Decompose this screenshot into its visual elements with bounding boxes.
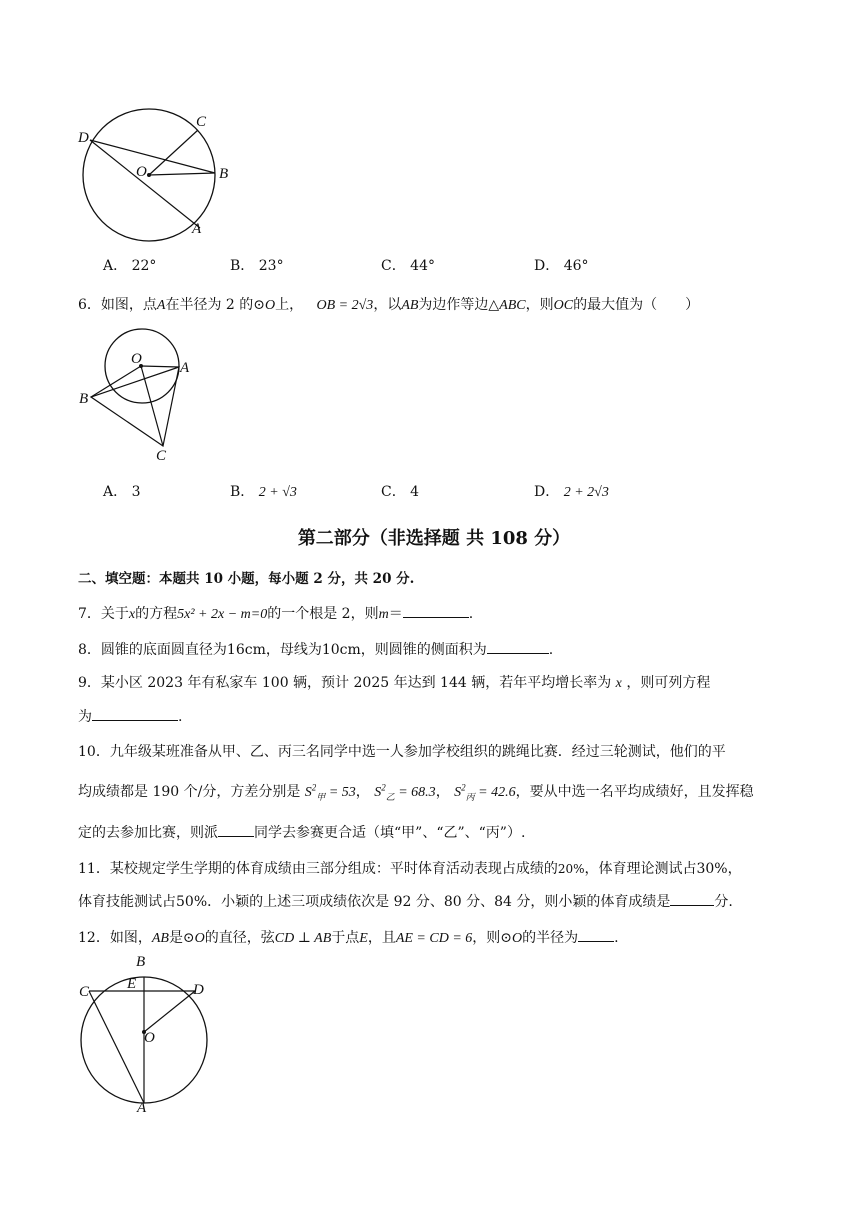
q8-answer-blank[interactable] [487, 641, 549, 654]
option-key: D． [534, 484, 560, 500]
q11-text: ， [727, 861, 742, 877]
q7-var: m [378, 607, 389, 622]
q6-option-c [381, 481, 419, 501]
q7-answer-blank[interactable] [403, 605, 469, 618]
q5-chord-DB [90, 140, 215, 173]
q12-answer-blank[interactable] [578, 929, 614, 942]
q12-text: 的直径，弦 [204, 930, 275, 946]
q6-label-O: O [131, 351, 142, 367]
q9-text: ，则可列方程 [626, 675, 711, 691]
q10-text: 均成绩都是 190 个/分，方差分别是 [78, 784, 301, 800]
option-text: 46° [563, 258, 589, 274]
q8-text: ，则圆锥的侧面积为 [360, 642, 487, 658]
q6-text: 如图，点 [100, 297, 157, 313]
q9-line2 [78, 706, 182, 726]
q12-label-A: A [137, 1100, 147, 1115]
q9-answer-blank[interactable] [92, 708, 178, 721]
q6-var: OC [553, 298, 574, 313]
q6-segment-OA [141, 366, 179, 367]
question-number: 12．如图， [78, 930, 152, 946]
q6-var: ABC [499, 298, 526, 313]
q10-line1: 10．九年级某班准备从甲、乙、丙三名同学中选一人参加学校组织的跳绳比赛．经过三轮测试，他们的平 [78, 744, 726, 760]
option-key: C． [381, 484, 406, 500]
q10-line3 [78, 822, 525, 842]
q11-answer-blank[interactable] [670, 893, 714, 906]
q6-var: A [156, 298, 166, 313]
q6-figure [74, 322, 204, 468]
q5-option-a [103, 255, 156, 275]
option-key: B． [230, 484, 255, 500]
option-text: 44° [410, 258, 435, 274]
q12-text: ，且 [367, 930, 396, 946]
q6-option-b [230, 481, 297, 501]
q5-figure [70, 108, 240, 248]
q12-math: CD ⊥ AB [274, 931, 332, 946]
q5-radius-OB [149, 173, 215, 175]
q10-line2: 均成绩都是 190 个/分，方差分别是 $S^2_甲 = 53$， $S^2_乙 = 68.3$， $S^2_丙 = 42.6$，要从中选一名平均成绩好，且发挥稳 [78, 782, 754, 802]
q12-label-C: C [79, 984, 90, 1000]
q5-option-c [381, 255, 435, 275]
q6-label-A: A [180, 360, 190, 376]
q10-variance-bing: $S^2_丙 = 42.6$ [454, 782, 516, 802]
q6-label-C: C [156, 448, 167, 464]
variance-value: = 42.6 [478, 785, 516, 800]
question-number: 6． [78, 297, 101, 313]
part2-title: 第二部分（非选择题 共 108 分） [297, 528, 571, 549]
q5-center-dot [147, 173, 151, 177]
q9-text: 9．某小区 2023 年有私家车 100 辆，预计 2025 年达到 144 辆，若年平均增长率为 [78, 675, 612, 691]
q5-chord-DA [90, 140, 200, 228]
option-text: 23° [258, 258, 284, 274]
q6-text: 的最大值为（ ） [573, 297, 700, 313]
option-key: D． [534, 258, 560, 274]
q12-text: ，则⊙ [472, 930, 513, 946]
q5-radius-OC [149, 130, 198, 175]
q7-var: x [128, 607, 136, 622]
q7-question [78, 603, 473, 623]
option-text: 2 + 2√3 [563, 485, 609, 500]
q6-label-B: B [79, 391, 89, 407]
q11-text: 体育技能测试占 [78, 894, 176, 910]
q8-text: ，母线为 [265, 642, 322, 658]
option-key: B． [230, 258, 255, 274]
q8-value: 16cm [226, 642, 266, 658]
q6-var: AB [401, 298, 419, 313]
option-key: C． [381, 258, 406, 274]
q12-text: . [614, 930, 619, 946]
q12-math: AE = CD = 6 [395, 931, 473, 946]
q5-label-O: O [136, 164, 147, 180]
q10-text: 同学去参赛更合适（填“甲”、“乙”、“丙”）. [254, 825, 526, 841]
q8-value: 10cm [321, 642, 361, 658]
q11-line1 [78, 858, 742, 878]
q5-label-A: A [192, 221, 202, 237]
q11-text: ．小颖的上述三项成绩依次是 92 分、80 分、84 分，则小颖的体育成绩是 [207, 894, 671, 910]
q7-text: 关于 [100, 606, 129, 622]
q6-option-d [534, 481, 609, 501]
q11-percent: 20% [557, 862, 585, 876]
variance-sub: 乙 [385, 791, 395, 802]
option-text: 2 + √3 [258, 485, 297, 500]
q6-math: OB = 2√3 [316, 298, 374, 313]
q12-figure [72, 950, 222, 1115]
option-key: A． [103, 258, 128, 274]
q5-label-B: B [219, 166, 229, 182]
q9-text: 为 [78, 709, 92, 725]
q7-text: ＝ [388, 606, 403, 622]
q12-segment-OD [144, 991, 195, 1032]
q12-var: O [512, 931, 523, 946]
q7-text: 的方程 [135, 606, 178, 622]
q10-text: 定的去参加比赛，则派 [78, 825, 218, 841]
q12-label-O: O [144, 1030, 155, 1046]
q11-text: 11．某校规定学生学期的体育成绩由三部分组成：平时体育活动表现占成绩的 [78, 861, 558, 877]
q8-text: 圆锥的底面圆直径为 [100, 642, 227, 658]
option-text: 22° [131, 258, 157, 274]
q6-text: 在半径为 2 的⊙ [165, 297, 266, 313]
q6-option-a [103, 481, 141, 501]
q8-question [78, 639, 553, 659]
q9-line1 [78, 672, 710, 692]
q7-text: . [468, 606, 474, 622]
q11-text: 分. [714, 894, 733, 910]
option-text: 3 [131, 484, 141, 500]
q12-text: 于点 [331, 930, 360, 946]
q5-option-b [230, 255, 284, 275]
option-key: A． [103, 484, 128, 500]
q11-text: ，体育理论测试占 [584, 861, 697, 877]
q6-var: O [265, 298, 276, 313]
q5-option-d [534, 255, 589, 275]
q7-equation: 5x² + 2x − m=0 [177, 607, 268, 622]
q12-var: AB [151, 931, 169, 946]
variance-sub: 甲 [316, 791, 326, 802]
section2-header: 二、填空题：本题共 10 小题，每小题 2 分，共 20 分. [78, 571, 415, 587]
q12-var: O [194, 931, 205, 946]
q12-text: 的半径为 [522, 930, 579, 946]
q6-question [78, 294, 699, 314]
variance-value: = 68.3 [398, 785, 436, 800]
q10-text: ，要从中选一名平均成绩好，且发挥稳 [515, 784, 754, 800]
q5-label-C: C [196, 114, 207, 130]
q7-text: 的一个根是 2，则 [267, 606, 379, 622]
q6-text: 上， [275, 297, 304, 313]
q11-percent: 30% [696, 861, 728, 877]
q10-variance-yi: $S^2_乙 = 68.3$ [374, 782, 436, 802]
option-text: 4 [410, 484, 420, 500]
q12-text: 是⊙ [168, 930, 195, 946]
q12-question [78, 927, 619, 947]
q6-text: ，则 [525, 297, 554, 313]
q10-variance-jia: $S^2_甲 = 53$ [304, 782, 356, 802]
q12-label-B: B [136, 954, 146, 970]
q6-text: ，以 [373, 297, 402, 313]
question-number: 8． [78, 642, 101, 658]
q12-var: E [359, 931, 368, 946]
q9-var: x [615, 676, 622, 691]
q12-segment-CA [89, 991, 144, 1103]
q12-label-D: D [193, 982, 204, 998]
q10-answer-blank[interactable] [218, 824, 254, 837]
q11-percent: 50% [176, 894, 208, 910]
q11-line2 [78, 891, 733, 911]
q9-text: . [178, 709, 183, 725]
q12-label-E: E [127, 976, 137, 992]
q6-segment-OC [141, 366, 163, 446]
q6-triangle-ABC [91, 367, 179, 446]
q8-text: . [548, 642, 554, 658]
question-number: 7． [78, 606, 101, 622]
variance-sub: 丙 [465, 791, 475, 802]
q6-text: 为边作等边△ [418, 297, 500, 313]
variance-value: = 53 [328, 785, 356, 800]
q5-label-D: D [78, 130, 89, 146]
